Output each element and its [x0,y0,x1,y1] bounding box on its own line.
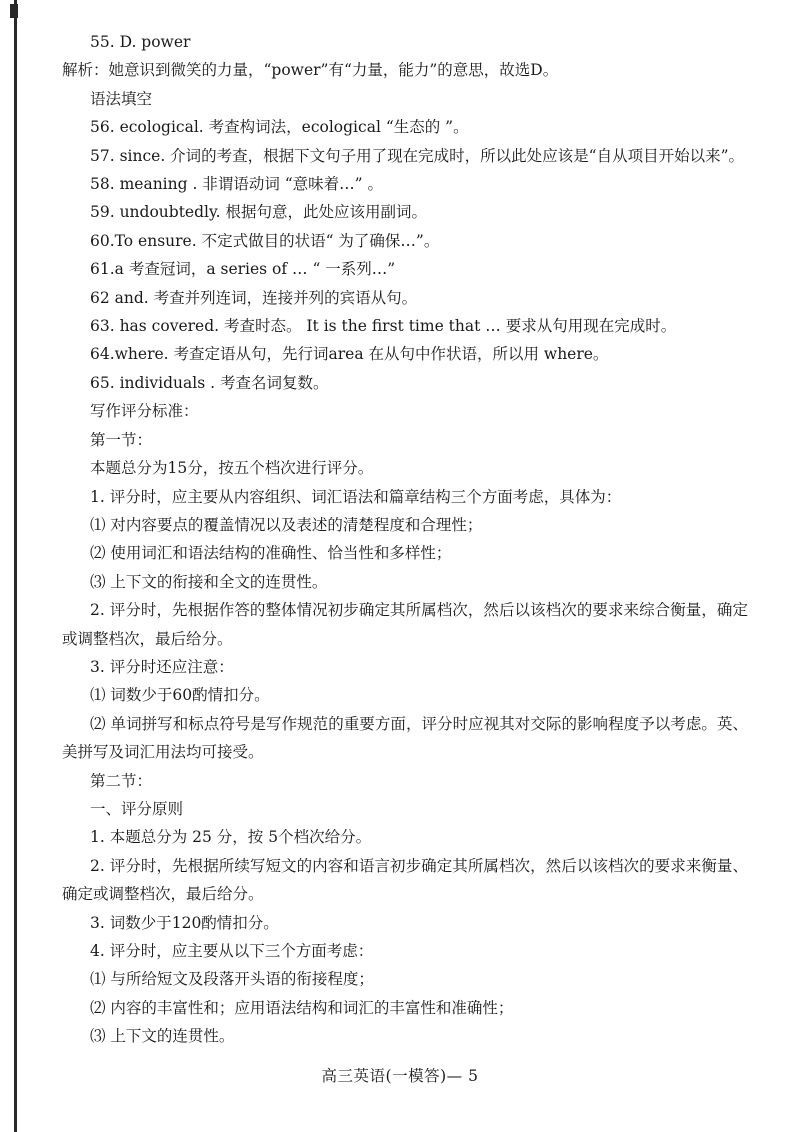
part-two-principles: 一、评分原则 [90,799,184,818]
part-one-rule-3-b: ⑵ 单词拼写和标点符号是写作规范的重要方面，评分时应视其对交际的影响程度予以考虑。英、美拼写及词汇用法均可接受。 [62,714,748,762]
part-one-rule-1-c: ⑶ 上下文的衔接和全文的连贯性。 [90,572,328,591]
page-footer: 高三英语(一模答)— 5 [321,1067,479,1085]
part-two-rule-4: 4. 评分时，应主要从以下三个方面考虑： [90,942,374,960]
part-two-rule-3: 3. 词数少于120酌情扣分。 [90,913,279,932]
answer-58: 58. meaning . 非谓语动词 “意味着…” 。 [90,175,384,194]
part-one-rule-1-b: ⑵ 使用词汇和语法结构的准确性、恰当性和多样性； [90,544,452,563]
answer-64: 64.where. 考查定语从句，先行词area 在从句中作状语，所以用 where。 [90,345,609,364]
answer-61: 61.a 考查冠词，a series of … “ 一系列…” [90,260,396,279]
part-two-rule-1: 1. 本题总分为 25 分，按 5个档次给分。 [90,828,372,847]
part-one-rule-1: 1. 评分时，应主要从内容组织、词汇语法和篇章结构三个方面考虑，具体为： [90,487,622,506]
part-one-rule-2: 2. 评分时，先根据作答的整体情况初步确定其所属档次，然后以该档次的要求来综合衡量，确定或调整档次，最后给分。 [62,601,748,648]
answer-62: 62 and. 考查并列连词，连接并列的宾语从句。 [90,288,418,307]
part-one-rule-3-a: ⑴ 词数少于60酌情扣分。 [90,686,270,705]
answer-59: 59. undoubtedly. 根据句意，此处应该用副词。 [90,203,428,222]
answer-63: 63. has covered. 考查时态。 It is the first time that … 要求从句用现在完成时。 [90,317,677,336]
section-heading-grammar: 语法填空 [90,89,153,108]
part-two-rule-4-a: ⑴ 与所给短文及段落开头语的衔接程度； [90,970,374,989]
scan-edge [14,0,17,1132]
answer-key-content [62,28,748,1051]
part-two-heading: 第二节： [90,771,153,790]
part-two-rule-2: 2. 评分时，先根据所续写短文的内容和语言初步确定其所属档次，然后以该档次的要求来衡量、确定或调整档次，最后给分。 [62,856,748,904]
answer-60: 60.To ensure. 不定式做目的状语“ 为了确保…”。 [90,231,440,250]
analysis-55: 解析：她意识到微笑的力量，“power”有“力量，能力”的意思，故选D。 [62,61,559,80]
answer-65: 65. individuals . 考查名词复数。 [90,373,329,392]
part-two-rule-4-b: ⑵ 内容的丰富性和；应用语法结构和词汇的丰富性和准确性； [90,998,514,1017]
part-one-rule-1-a: ⑴ 对内容要点的覆盖情况以及表述的清楚程度和合理性； [90,515,483,534]
scan-edge-mark [10,4,18,18]
answer-57: 57. since. 介词的考查，根据下文句子用了现在完成时，所以此处应该是“自从项目开始以来”。 [90,146,745,165]
section-heading-writing: 写作评分标准： [90,402,199,421]
answer-56: 56. ecological. 考查构词法，ecological “生态的 ”。 [90,118,469,137]
part-two-rule-4-c: ⑶ 上下文的连贯性。 [90,1027,235,1046]
answer-55: 55. D. power [90,33,191,51]
part-one-total: 本题总分为15分，按五个档次进行评分。 [90,459,374,478]
part-one-heading: 第一节： [90,430,153,449]
part-one-rule-3: 3. 评分时还应注意： [90,657,234,676]
